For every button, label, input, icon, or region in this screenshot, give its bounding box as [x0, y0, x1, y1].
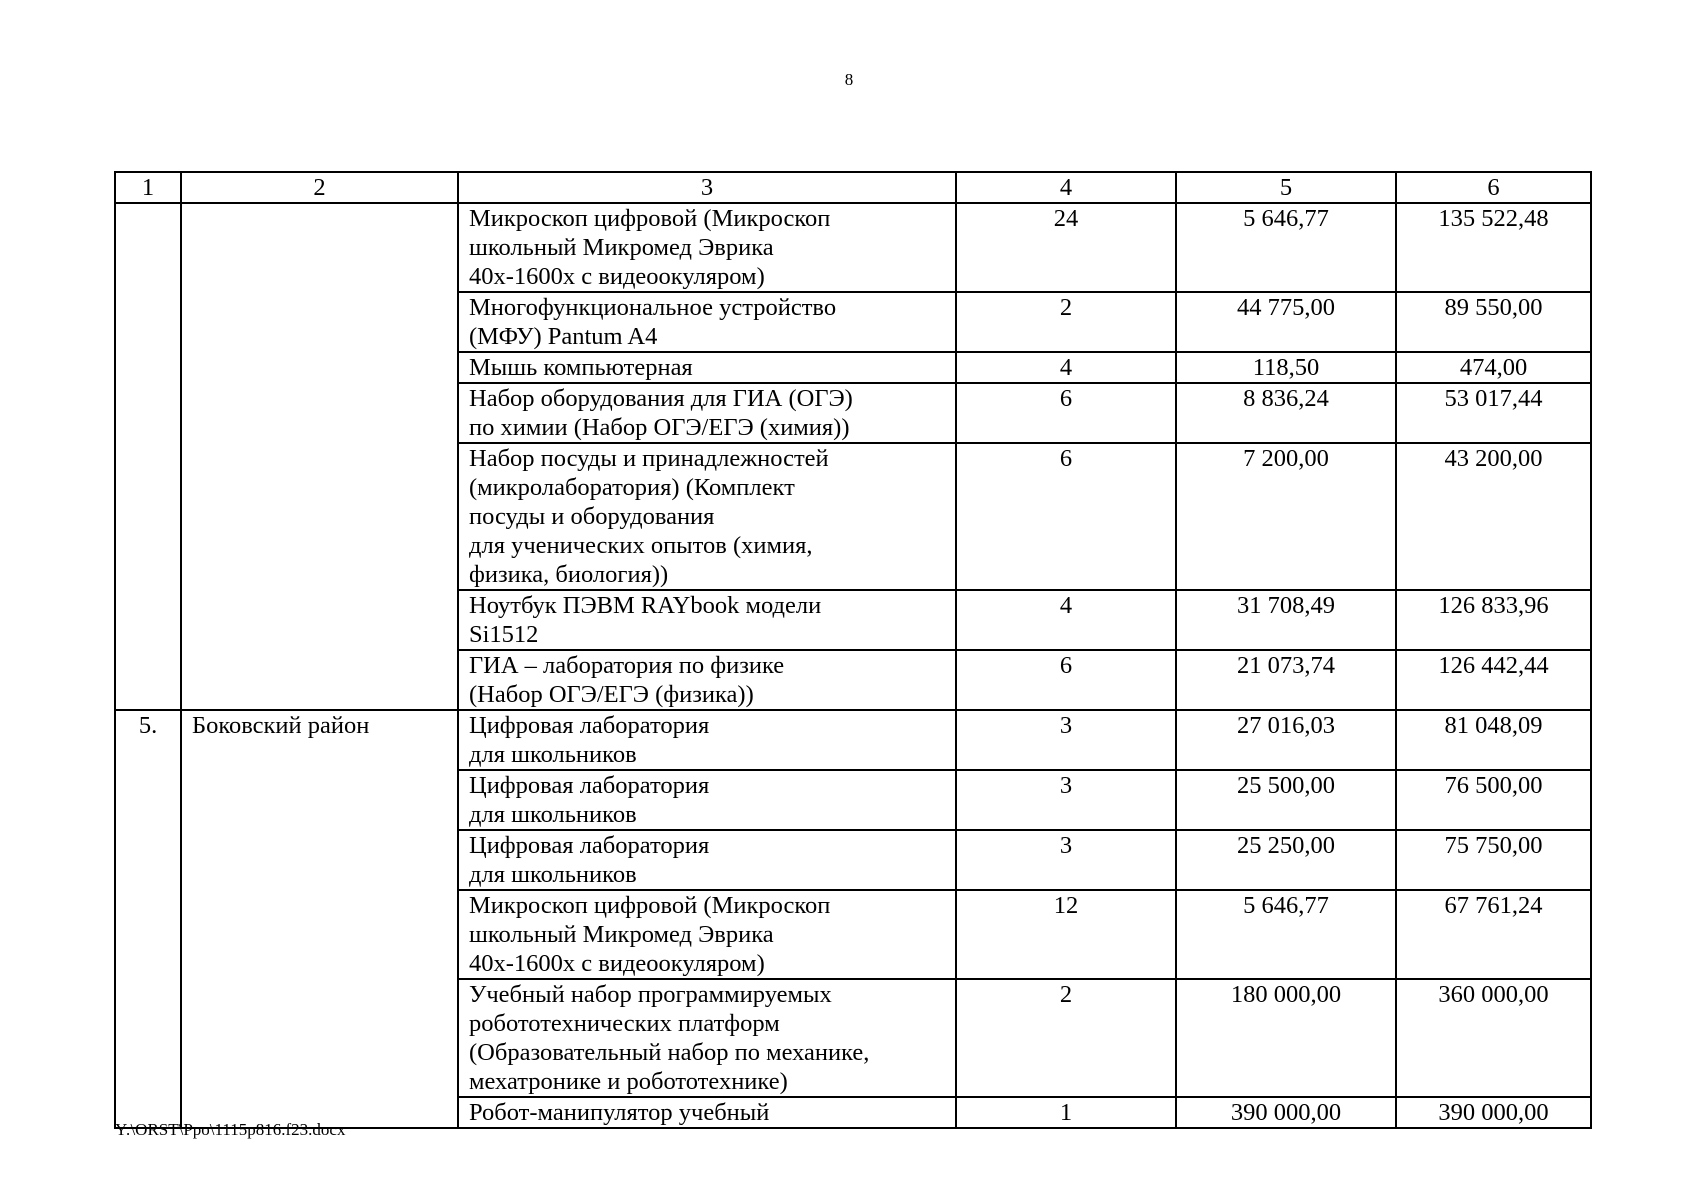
table-header-row: [115, 172, 1591, 203]
item-total: 135 522,48: [1396, 203, 1591, 292]
table-row: [115, 710, 1591, 770]
item-name: Цифровая лаборатория для школьников: [458, 770, 956, 830]
table-row: [115, 890, 1591, 979]
item-total: 53 017,44: [1396, 383, 1591, 443]
table-row: [115, 203, 1591, 292]
district-name: [181, 770, 458, 830]
item-price: 21 073,74: [1176, 650, 1396, 710]
district-name: [181, 979, 458, 1097]
district-name: [181, 383, 458, 443]
item-quantity: 12: [956, 890, 1176, 979]
district-name: [181, 203, 458, 292]
district-name: [181, 830, 458, 890]
table-row: [115, 383, 1591, 443]
row-number: [115, 830, 181, 890]
row-number: [115, 770, 181, 830]
table-row: [115, 292, 1591, 352]
row-number: 5.: [115, 710, 181, 770]
item-name: Микроскоп цифровой (Микроскоп школьный Микромед Эврика 40х-1600х с видеоокуляром): [458, 890, 956, 979]
item-quantity: 6: [956, 443, 1176, 590]
item-total: 75 750,00: [1396, 830, 1591, 890]
item-price: 180 000,00: [1176, 979, 1396, 1097]
item-quantity: 2: [956, 979, 1176, 1097]
item-total: 43 200,00: [1396, 443, 1591, 590]
page-number: 8: [844, 70, 854, 89]
district-name: [181, 890, 458, 979]
item-name: Многофункциональное устройство (МФУ) Pantum A4: [458, 292, 956, 352]
item-total: 67 761,24: [1396, 890, 1591, 979]
row-number: [115, 443, 181, 590]
item-price: 5 646,77: [1176, 890, 1396, 979]
item-quantity: 24: [956, 203, 1176, 292]
item-name: Ноутбук ПЭВМ RAYbook модели Si1512: [458, 590, 956, 650]
item-total: 89 550,00: [1396, 292, 1591, 352]
table-row: [115, 830, 1591, 890]
item-price: 390 000,00: [1176, 1097, 1396, 1128]
district-name: [181, 292, 458, 352]
district-name: [181, 590, 458, 650]
item-price: 27 016,03: [1176, 710, 1396, 770]
district-name: [181, 650, 458, 710]
item-total: 126 442,44: [1396, 650, 1591, 710]
item-price: 5 646,77: [1176, 203, 1396, 292]
item-quantity: 3: [956, 710, 1176, 770]
header-cell-4: 4: [956, 172, 1176, 203]
row-number: [115, 650, 181, 710]
item-total: 474,00: [1396, 352, 1591, 383]
district-name: [181, 443, 458, 590]
row-number: [115, 352, 181, 383]
row-number: [115, 890, 181, 979]
item-quantity: 4: [956, 590, 1176, 650]
item-price: 31 708,49: [1176, 590, 1396, 650]
table-row: [115, 590, 1591, 650]
item-price: 118,50: [1176, 352, 1396, 383]
item-quantity: 6: [956, 650, 1176, 710]
table-row: [115, 352, 1591, 383]
table-row: [115, 443, 1591, 590]
item-name: Цифровая лаборатория для школьников: [458, 710, 956, 770]
table-row: [115, 770, 1591, 830]
header-cell-3: 3: [458, 172, 956, 203]
district-name: Боковский район: [181, 710, 458, 770]
item-total: 81 048,09: [1396, 710, 1591, 770]
item-quantity: 4: [956, 352, 1176, 383]
item-name: Микроскоп цифровой (Микроскоп школьный Микромед Эврика 40х-1600х с видеоокуляром): [458, 203, 956, 292]
item-price: 7 200,00: [1176, 443, 1396, 590]
header-cell-5: 5: [1176, 172, 1396, 203]
item-quantity: 3: [956, 770, 1176, 830]
item-price: 8 836,24: [1176, 383, 1396, 443]
item-price: 25 500,00: [1176, 770, 1396, 830]
header-cell-2: 2: [181, 172, 458, 203]
item-name: Мышь компьютерная: [458, 352, 956, 383]
item-quantity: 6: [956, 383, 1176, 443]
item-name: Набор оборудования для ГИА (ОГЭ) по химии (Набор ОГЭ/ЕГЭ (химия)): [458, 383, 956, 443]
item-name: ГИА – лаборатория по физике (Набор ОГЭ/ЕГЭ (физика)): [458, 650, 956, 710]
item-total: 390 000,00: [1396, 1097, 1591, 1128]
item-name: Цифровая лаборатория для школьников: [458, 830, 956, 890]
district-name: [181, 352, 458, 383]
item-total: 126 833,96: [1396, 590, 1591, 650]
item-quantity: 1: [956, 1097, 1176, 1128]
header-cell-6: 6: [1396, 172, 1591, 203]
row-number: [115, 383, 181, 443]
item-total: 360 000,00: [1396, 979, 1591, 1097]
item-name: Робот-манипулятор учебный: [458, 1097, 956, 1128]
row-number: [115, 203, 181, 292]
items-table: [114, 171, 1592, 1129]
item-name: Учебный набор программируемых робототехнических платформ (Образовательный набор по механике, мехатронике и робототехнике): [458, 979, 956, 1097]
table-row: [115, 979, 1591, 1097]
item-total: 76 500,00: [1396, 770, 1591, 830]
table-row: [115, 650, 1591, 710]
item-quantity: 2: [956, 292, 1176, 352]
item-quantity: 3: [956, 830, 1176, 890]
item-price: 25 250,00: [1176, 830, 1396, 890]
item-price: 44 775,00: [1176, 292, 1396, 352]
header-cell-1: 1: [115, 172, 181, 203]
item-name: Набор посуды и принадлежностей (микролаборатория) (Комплект посуды и оборудования для ученических опытов (химия, физика, биология)): [458, 443, 956, 590]
row-number: [115, 292, 181, 352]
row-number: [115, 590, 181, 650]
footer-file-path: Y:\ORST\Ppo\1115p816.f23.docx: [115, 1120, 346, 1139]
row-number: [115, 979, 181, 1097]
